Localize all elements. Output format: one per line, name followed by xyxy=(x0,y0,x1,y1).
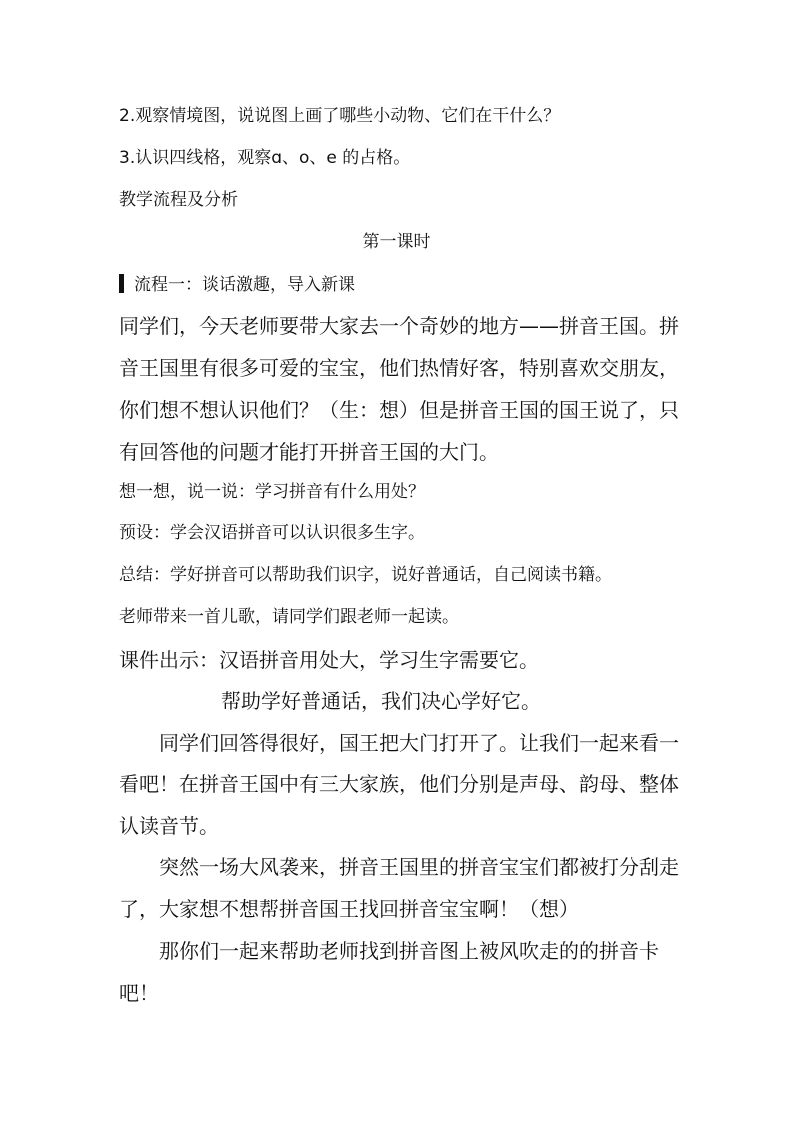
objective-item-3: 3.认识四线格，观察ɑ、o、e 的占格。 xyxy=(119,148,411,168)
step1-heading: 流程一：谈话激趣，导入新课 xyxy=(134,275,355,295)
paragraph-line: 看吧！在拼音王国中有三大家族，他们分别是声母、韵母、整体 xyxy=(119,772,679,796)
question-line: 想一想，说一说：学习拼音有什么用处？ xyxy=(119,482,425,502)
paragraph-line: 有回答他的问题才能打开拼音王国的大门。 xyxy=(119,440,499,464)
paragraph-line: 那你们一起来帮助老师找到拼音图上被风吹走的的拼音卡 xyxy=(159,939,659,963)
paragraph-line: 音王国里有很多可爱的宝宝，他们热情好客，特别喜欢交朋友， xyxy=(119,356,679,380)
paragraph-line: 了，大家想不想帮拼音国王找回拼音宝宝啊！（想） xyxy=(119,897,579,921)
paragraph-line: 同学们回答得很好，国王把大门打开了。让我们一起来看一 xyxy=(159,731,679,755)
summary-line: 老师带来一首儿歌，请同学们跟老师一起读。 xyxy=(119,607,459,627)
summary-line: 总结：学好拼音可以帮助我们识字，说好普通话，自己阅读书籍。 xyxy=(119,565,612,585)
section-heading: 教学流程及分析 xyxy=(119,190,238,210)
preset-line: 预设：学会汉语拼音可以认识很多生字。 xyxy=(119,523,425,543)
lesson-title: 第一课时 xyxy=(362,232,431,252)
courseware-line: 帮助学好普通话，我们决心学好它。 xyxy=(221,689,541,713)
step1-heading-row xyxy=(119,274,355,294)
objective-item-2: 2.观察情境图，说说图上画了哪些小动物、它们在干什么？ xyxy=(119,106,561,126)
courseware-line: 课件出示：汉语拼音用处大，学习生字需要它。 xyxy=(119,648,539,672)
paragraph-line: 同学们，今天老师要带大家去一个奇妙的地方——拼音王国。拼 xyxy=(119,314,679,338)
paragraph-line: 突然一场大风袭来，拼音王国里的拼音宝宝们都被打分刮走 xyxy=(159,855,679,879)
paragraph-line: 吧！ xyxy=(119,981,159,1005)
heading-marker-bar xyxy=(119,274,124,293)
paragraph-line: 认读音节。 xyxy=(119,814,219,838)
paragraph-line: 你们想不想认识他们？（生：想）但是拼音王国的国王说了，只 xyxy=(119,398,679,422)
